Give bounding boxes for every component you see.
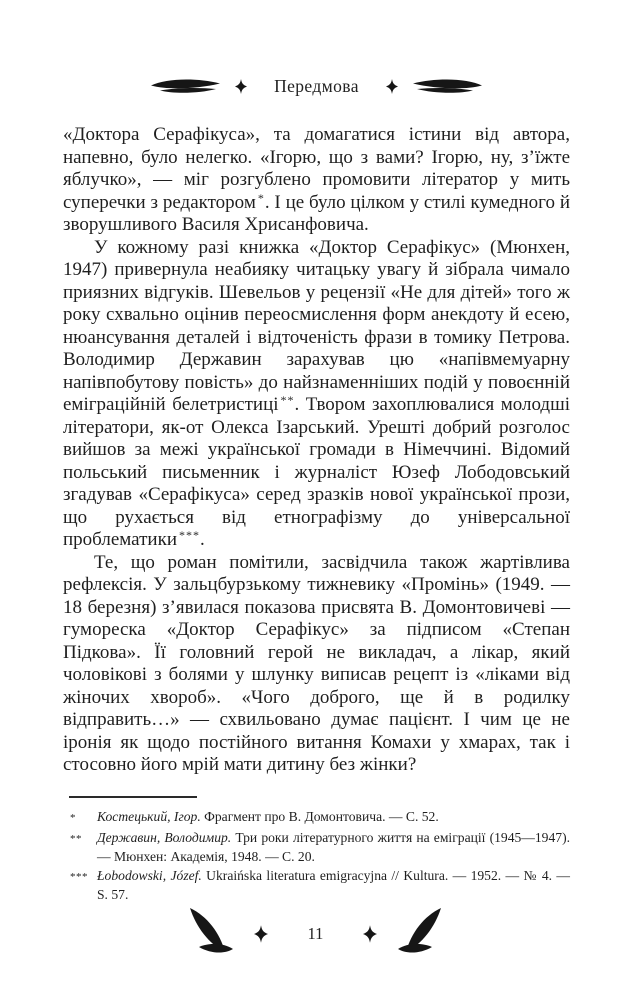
quill-leaf-ornament-right-icon (397, 906, 443, 954)
paragraph-1 (63, 124, 570, 237)
footnotes-block (63, 796, 570, 904)
footnote-author: Державин, Володимир. (97, 829, 232, 845)
footnote-text (97, 828, 570, 866)
paragraph-text: «Доктора Серафікуса», та домагатися істини від автора, напевно, було нелегко. «Ігорю, що з вами? Ігорю, ну, з’їжте яблучко», — міг розгублено промовити літератор у мить суперечки з редактором (63, 124, 570, 213)
paragraph-text: . І це було цілком у стилі кумедного й зворушливого Василя Хрисанфовича. (63, 191, 570, 235)
footnote-marker: * (70, 811, 76, 824)
footnote-3 (63, 866, 570, 904)
chapter-header (63, 74, 570, 98)
chapter-title: Передмова (274, 75, 359, 96)
footnote-author: Костецький, Ігор. (97, 808, 201, 824)
diamond-star-icon (254, 925, 268, 943)
footnote-1 (63, 807, 570, 828)
footnote-reference: Ukraińska literatura emigracyjna // Kultura. — 1952. — № 4. — S. 57. (97, 867, 570, 902)
footnote-ref-1: * (257, 190, 265, 205)
paragraph-2 (63, 237, 570, 552)
paragraph-text: Те, що роман помітили, засвідчила також жартівлива рефлексія. У зальцбурзькому тижневику «Промінь» (1949. — 18 березня) з’явилася показова присвята В. Домонтовичеві — гумореска «Доктор Серафікус» за підписом «Степан Підкова». Її головний герой не викладач, а лікар, який чоловікові з болями у шлунку виписав рецепт із «ліками від жіночих хвороб». «Чого доброго, ще й в родилку відправить…» — схвильовано думає пацієнт. І чим це не іронія як щодо постійного витання Комахи у хмарах, так і стосовно його мрій мати дитину без жінки? (63, 551, 570, 775)
diamond-star-icon (363, 925, 377, 943)
paragraph-text: У кожному разі книжка «Доктор Серафікус» (Мюнхен, 1947) привернула неабияку читацьку увагу й зібрала чимало приязних відгуків. Шевельов у рецензії «Не для дітей» того ж року схвально оцінив переосмислення форм анекдоту й есею, нюансування деталей і відточеність фрази в томику Петрова. Володимир Державин зарахував цю «напівмемуарну напівпобутову повість» до найзнаменніших подій у повоєнній еміграційній белетристиці (63, 236, 570, 415)
footnote-marker: ** (70, 832, 82, 845)
footnote-author: Łobodowski, Józef. (97, 867, 202, 883)
footnote-reference: Фрагмент про В. Домонтовича. — С. 52. (200, 808, 439, 824)
footnote-reference: Три роки літературного життя на еміграції (1945—1947). — Мюнхен: Академія, 1948. — С. 20. (97, 829, 570, 864)
body-text (63, 124, 570, 777)
paragraph-text: . Твором захоплювалися молодші літератори, як-от Олекса Ізарський. Урешті добрий розголос вийшов за межі української громади в Німеччині. Відомий польський письменник і журналіст Юзеф Лободовський згадував «Серафікуса» серед зразків нової української прози, що рухається від етнографізму до універсальної проблематики (63, 394, 570, 550)
diamond-star-icon (386, 79, 398, 94)
footnote-2 (63, 828, 570, 866)
footnote-text (97, 807, 570, 828)
footnote-text (97, 866, 570, 904)
leaf-ornament-left-icon (150, 77, 222, 95)
page-footer (0, 910, 631, 958)
footnote-ref-2: ** (280, 393, 295, 407)
page-number: 11 (307, 924, 324, 943)
footnote-ref-3: *** (178, 528, 200, 542)
paragraph-text: . (199, 529, 205, 550)
quill-leaf-ornament-left-icon (188, 906, 234, 954)
paragraph-3 (63, 552, 570, 777)
footnote-separator (69, 796, 197, 798)
diamond-star-icon (235, 79, 247, 94)
footnote-marker: *** (70, 870, 88, 883)
leaf-ornament-right-icon (411, 77, 483, 95)
